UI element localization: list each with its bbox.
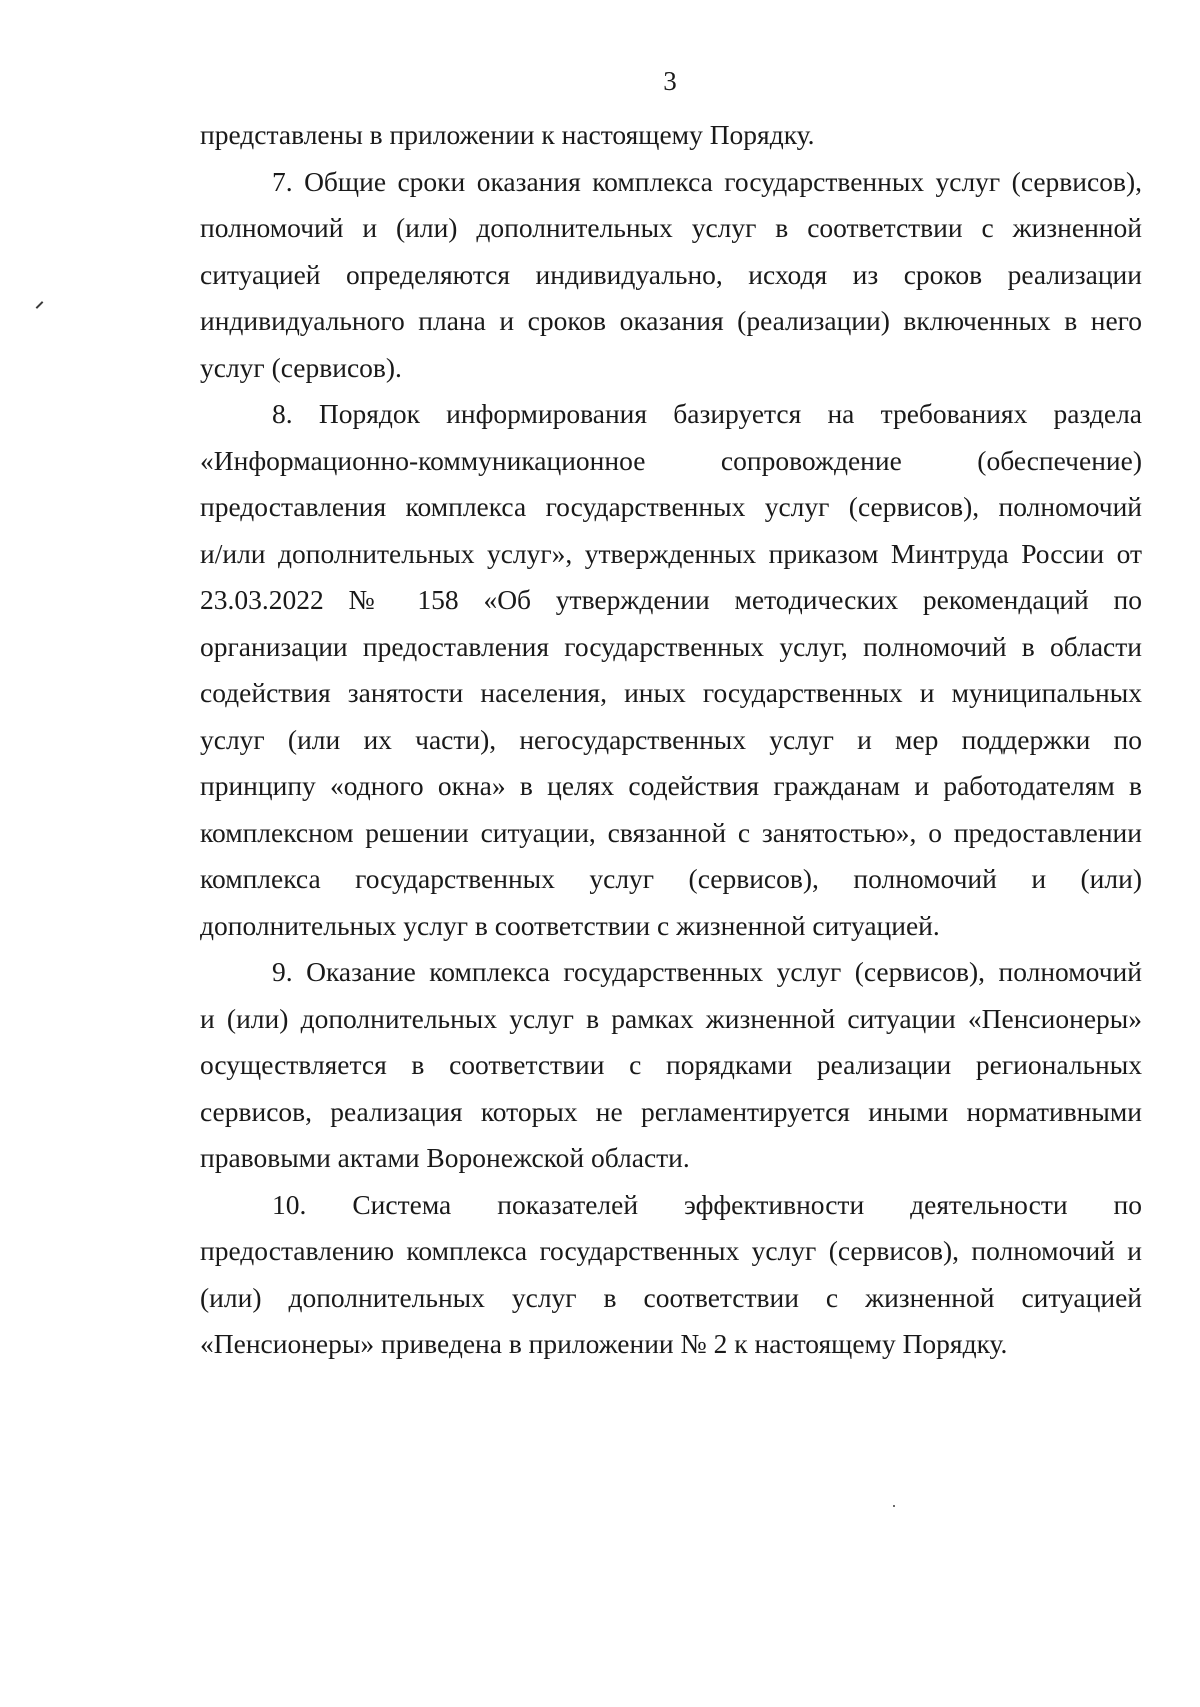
document-body [200,112,1142,1368]
text-line: и/или дополнительных услуг», утвержденных приказом Минтруда России от [200,537,1142,569]
text-line: индивидуального плана и сроков оказания (реализации) включенных в него [200,305,1142,336]
page-number: 3 [663,66,677,96]
text-line: представлены в приложении к настоящему Порядку. [200,119,815,150]
text-line: содействия занятости населения, иных государственных и муниципальных [200,677,1142,708]
text-line: дополнительных услуг в соответствии с жизненной ситуацией. [200,909,940,941]
text-line: предоставлению комплекса государственных услуг (сервисов), полномочий и [200,1235,1142,1266]
scan-speck [36,301,44,309]
text-line: полномочий и (или) дополнительных услуг в соответствии с жизненной [200,212,1142,243]
text-line: осуществляется в соответствии с порядками реализации региональных [200,1049,1142,1080]
text-line: 23.03.2022 № 158 «Об утверждении методических рекомендаций по [200,584,1142,615]
text-line: 9. Оказание комплекса государственных услуг (сервисов), полномочий [272,956,1142,987]
text-line: ситуацией определяются индивидуально, исходя из сроков реализации [200,258,1142,290]
paragraph-7 [200,159,1142,392]
text-line: «Пенсионеры» приведена в приложении № 2 к настоящему Порядку. [200,1328,1008,1359]
paragraph-continuation [200,112,1142,159]
paragraph-8 [200,391,1142,949]
text-line: комплекса государственных услуг (сервисов), полномочий и (или) [200,863,1142,894]
text-line: предоставления комплекса государственных услуг (сервисов), полномочий [200,491,1142,522]
text-line: сервисов, реализация которых не регламентируется иными нормативными [200,1095,1142,1127]
paragraph-10 [200,1182,1142,1368]
text-line: 8. Порядок информирования базируется на требованиях раздела [272,398,1142,429]
text-line: организации предоставления государственных услуг, полномочий в области [200,630,1142,662]
text-line: «Информационно-коммуникационное сопровождение (обеспечение) [200,444,1142,476]
text-line: комплексном решении ситуации, связанной с занятостью», о предоставлении [200,816,1142,848]
text-line: 10. Система показателей эффективности деятельности по [272,1188,1142,1220]
scan-speck [893,1505,895,1507]
text-line: услуг (сервисов). [200,351,402,383]
text-line: и (или) дополнительных услуг в рамках жизненной ситуации «Пенсионеры» [200,1002,1142,1034]
text-line: принципу «одного окна» в целях содействия гражданам и работодателям в [200,770,1142,801]
paragraph-9 [200,949,1142,1182]
text-line: (или) дополнительных услуг в соответствии с жизненной ситуацией [200,1281,1142,1313]
text-line: услуг (или их части), негосударственных услуг и мер поддержки по [200,723,1142,755]
text-line: 7. Общие сроки оказания комплекса государственных услуг (сервисов), [272,165,1142,197]
text-line: правовыми актами Воронежской области. [200,1142,690,1173]
